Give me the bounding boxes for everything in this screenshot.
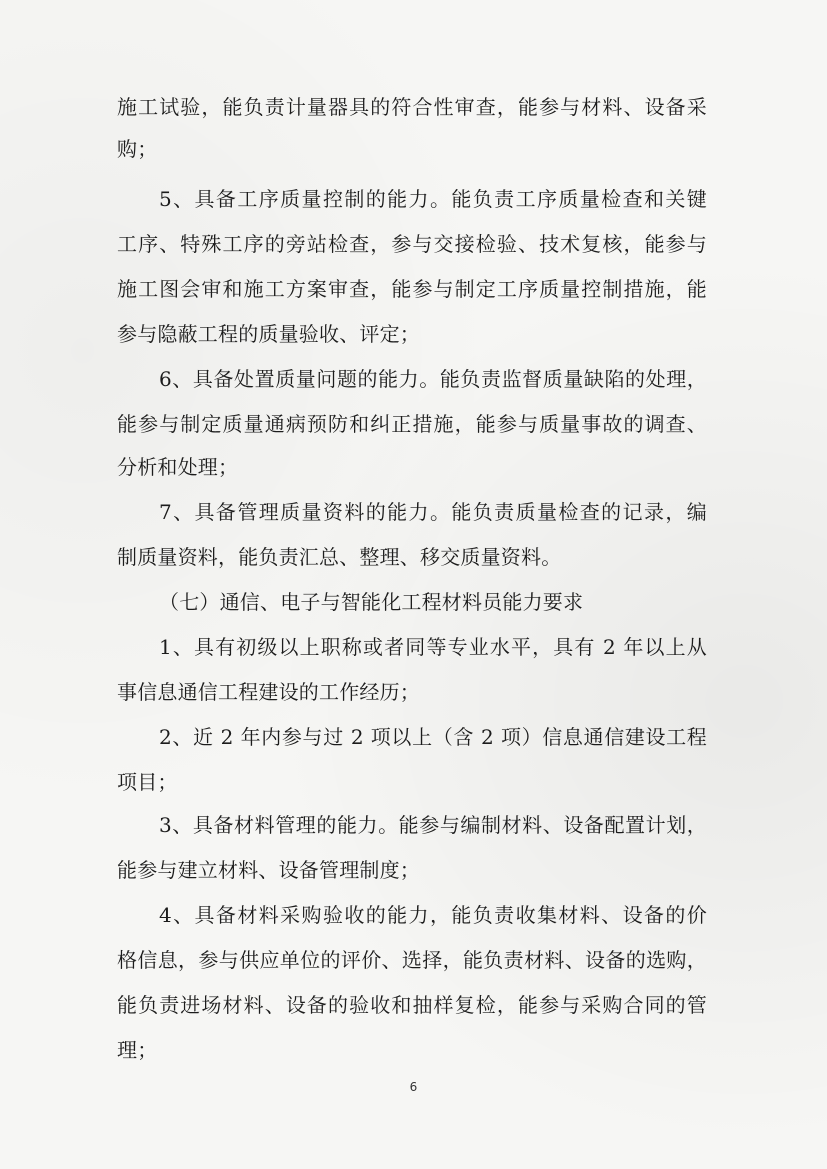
page-number: 6	[409, 1080, 418, 1094]
text-line: 制质量资料，能负责汇总、整理、移交质量资料。	[117, 545, 562, 569]
text-line: 能参与制定质量通病预防和纠正措施，能参与质量事故的调查、	[117, 412, 707, 436]
text-line: 事信息通信工程建设的工作经历；	[117, 680, 420, 704]
text-line: 能负责进场材料、设备的验收和抽样复检，能参与采购合同的管	[117, 993, 707, 1017]
text-line: 7、具备管理质量资料的能力。能负责质量检查的记录，编	[159, 500, 707, 524]
text-line: 购；	[117, 137, 158, 161]
text-line: 3、具备材料管理的能力。能参与编制材料、设备配置计划，	[159, 813, 707, 837]
text-line: 能参与建立材料、设备管理制度；	[117, 858, 420, 882]
text-line: 施工试验，能负责计量器具的符合性审查，能参与材料、设备采	[117, 95, 707, 119]
text-line: 2、近 2 年内参与过 2 项以上（含 2 项）信息通信建设工程	[159, 725, 707, 749]
text-line: 1、具有初级以上职称或者同等专业水平，具有 2 年以上从	[159, 635, 707, 659]
text-line: 参与隐蔽工程的质量验收、评定；	[117, 322, 420, 346]
text-line: 工序、特殊工序的旁站检查，参与交接检验、技术复核，能参与	[117, 232, 707, 256]
section-heading: （七）通信、电子与智能化工程材料员能力要求	[159, 590, 584, 614]
text-line: 分析和处理；	[117, 455, 239, 479]
text-line: 5、具备工序质量控制的能力。能负责工序质量检查和关键	[159, 187, 707, 211]
text-line: 6、具备处置质量问题的能力。能负责监督质量缺陷的处理，	[159, 367, 707, 391]
text-line: 项目；	[117, 770, 178, 794]
text-line: 4、具备材料采购验收的能力，能负责收集材料、设备的价	[159, 903, 707, 927]
text-line: 施工图会审和施工方案审查，能参与制定工序质量控制措施，能	[117, 277, 707, 301]
text-line: 格信息，参与供应单位的评价、选择，能负责材料、设备的选购，	[117, 948, 707, 972]
text-line: 理；	[117, 1038, 158, 1062]
